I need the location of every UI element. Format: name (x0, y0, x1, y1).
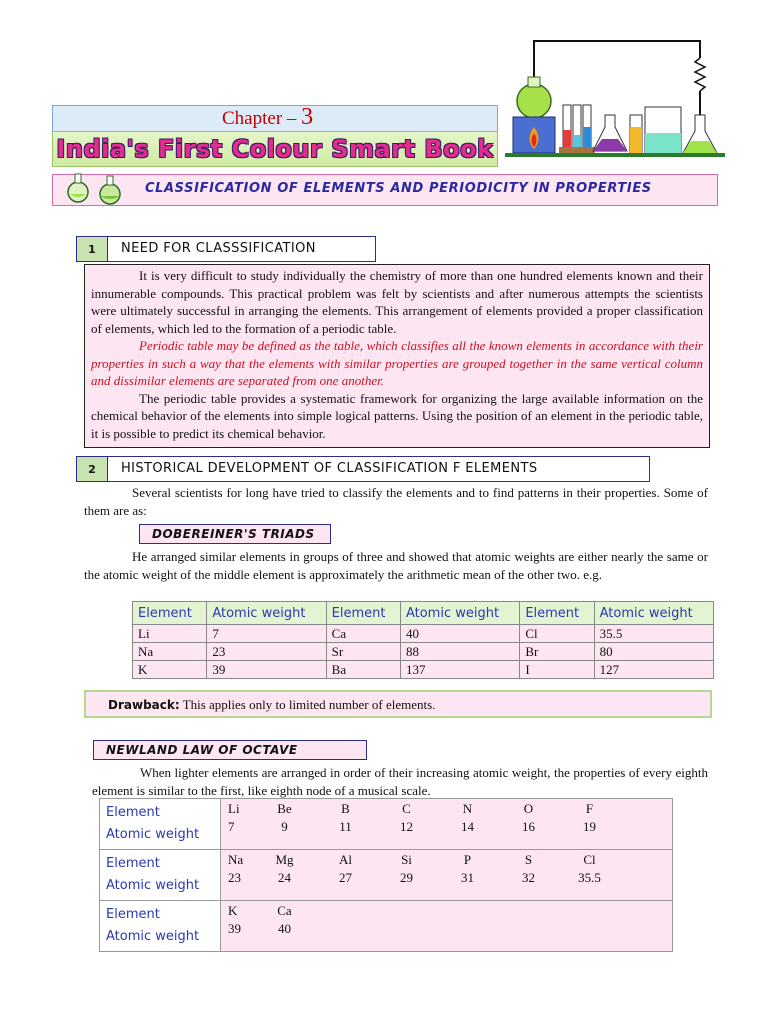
atomic-weight: 12 (400, 819, 413, 834)
values-cell (221, 901, 673, 952)
triads-table (132, 601, 714, 679)
table-cell: 7 (207, 625, 326, 643)
flask-icon (62, 170, 132, 208)
section-2-header (76, 456, 650, 482)
table-row (133, 661, 714, 679)
table-cell: K (133, 661, 207, 679)
element-symbol: O (523, 801, 534, 816)
table-cell: 137 (400, 661, 519, 679)
paragraph: It is very difficult to study individually the chemistry of more than one hundred elements known and their innumerable compounds. This practical problem was felt by scientists and after numerous attempts the scientists were ultimately successful in arranging the elements. This arrangement of elements provided a proper classification of elements, which led to the formation of a periodic table. (91, 268, 703, 336)
values-cell (221, 799, 673, 850)
section-title: HISTORICAL DEVELOPMENT OF CLASSIFICATION F ELEMENTS (121, 461, 538, 476)
values-cell (221, 850, 673, 901)
column-header: Element (133, 602, 207, 625)
element-row (221, 800, 672, 818)
atomic-weight: 9 (281, 819, 288, 834)
dobereiner-heading (139, 524, 331, 544)
element-symbol: Be (277, 801, 292, 816)
element-symbol: C (402, 801, 411, 816)
chapter-number: 3 (301, 104, 314, 130)
atomic-weight: 23 (228, 870, 241, 885)
table-cell: Li (133, 625, 207, 643)
table-row (100, 799, 673, 850)
table-cell: Na (133, 643, 207, 661)
column-header: Atomic weight (594, 602, 713, 625)
element-symbol: Al (339, 852, 352, 867)
weight-row (221, 818, 672, 836)
atomic-weight: 7 (228, 819, 235, 834)
lab-equipment-illustration (505, 35, 730, 165)
atomic-weight-label: Atomic weight (106, 878, 200, 893)
element-symbol: Mg (275, 852, 294, 867)
table-cell: I (520, 661, 594, 679)
section-number: 2 (77, 457, 108, 481)
element-symbol: S (524, 852, 533, 867)
atomic-weight: 35.5 (578, 870, 601, 885)
atomic-weight: 29 (400, 870, 413, 885)
element-symbol: B (341, 801, 350, 816)
column-header: Element (520, 602, 594, 625)
atomic-weight: 40 (278, 921, 291, 936)
table-cell: Sr (326, 643, 400, 661)
atomic-weight: 19 (583, 819, 596, 834)
element-symbol: N (462, 801, 473, 816)
element-symbol: K (228, 903, 238, 918)
element-symbol: Cl (583, 852, 596, 867)
element-symbol: Ca (277, 903, 292, 918)
table-row (133, 625, 714, 643)
row-label-cell (100, 850, 221, 901)
table-cell: 39 (207, 661, 326, 679)
drawback-text: This applies only to limited number of elements. (179, 697, 436, 712)
table-cell: 127 (594, 661, 713, 679)
table-cell: 35.5 (594, 625, 713, 643)
atomic-weight-label: Atomic weight (106, 929, 200, 944)
element-label: Element (106, 856, 160, 871)
element-symbol: Na (228, 852, 244, 867)
table-row (133, 643, 714, 661)
column-header: Element (326, 602, 400, 625)
subheading-text: DOBEREINER'S TRIADS (152, 527, 315, 541)
section-number: 1 (77, 237, 108, 261)
table-cell: 23 (207, 643, 326, 661)
atomic-weight: 39 (228, 921, 241, 936)
table-cell: Ca (326, 625, 400, 643)
atomic-weight: 32 (522, 870, 535, 885)
newland-heading (93, 740, 367, 760)
weight-row (221, 869, 672, 887)
drawback-note (84, 690, 712, 718)
topic-title: CLASSIFICATION OF ELEMENTS AND PERIODICITY IN PROPERTIES (145, 181, 652, 196)
book-title-banner (52, 131, 498, 167)
column-header: Atomic weight (400, 602, 519, 625)
atomic-weight: 16 (522, 819, 535, 834)
paragraph: He arranged similar elements in groups of three and showed that atomic weights are either nearly the same or the atomic weight of the middle element is approximately the arithmetic mean of the other two. e.g. (84, 549, 708, 582)
paragraph: When lighter elements are arranged in order of their increasing atomic weight, the properties of every eighth element is similar to the first, like eighth node of a musical scale. (92, 765, 708, 798)
atomic-weight: 27 (339, 870, 352, 885)
element-label: Element (106, 805, 160, 820)
table-row (100, 901, 673, 952)
element-row (221, 851, 672, 869)
element-label: Element (106, 907, 160, 922)
table-cell: 88 (400, 643, 519, 661)
drawback-label: Drawback: (108, 698, 180, 712)
table-cell: Br (520, 643, 594, 661)
table-cell: Cl (520, 625, 594, 643)
table-row (100, 850, 673, 901)
table-cell: Ba (326, 661, 400, 679)
octave-table (99, 798, 673, 952)
row-label-cell (100, 901, 221, 952)
table-cell: 40 (400, 625, 519, 643)
paragraph: Several scientists for long have tried to classify the elements and to find patterns in their properties. Some of them are as: (84, 485, 708, 518)
section-title: NEED FOR CLASSSIFICATION (121, 241, 316, 256)
atomic-weight: 31 (461, 870, 474, 885)
element-symbol: Li (228, 801, 240, 816)
paragraph: The periodic table provides a systematic framework for organizing the large available information on the chemical behavior of the elements into simple logical patterns. Using the position of an element in the periodic table, it is possible to predict its chemical behavior. (91, 390, 703, 441)
element-symbol: Si (401, 852, 412, 867)
element-row (221, 902, 672, 920)
element-symbol: P (463, 852, 472, 867)
column-header: Atomic weight (207, 602, 326, 625)
subheading-text: NEWLAND LAW OF OCTAVE (106, 743, 298, 757)
chapter-heading (222, 104, 313, 131)
atomic-weight: 24 (278, 870, 291, 885)
element-symbol: F (585, 801, 594, 816)
atomic-weight-label: Atomic weight (106, 827, 200, 842)
chapter-label: Chapter – (222, 108, 302, 129)
section-1-header (76, 236, 376, 262)
book-title: India's First Colour Smart Book (56, 135, 494, 163)
table-header-row (133, 602, 714, 625)
definition-paragraph: Periodic table may be defined as the table, which classifies all the known elements in accordance with their properties in such a way that the elements with similar properties are grouped together in the same vertical column and dissimilar elements are separated from one another. (91, 338, 703, 388)
atomic-weight: 11 (339, 819, 352, 834)
definition-box (84, 264, 710, 448)
table-cell: 80 (594, 643, 713, 661)
row-label-cell (100, 799, 221, 850)
weight-row (221, 920, 672, 938)
atomic-weight: 14 (461, 819, 474, 834)
